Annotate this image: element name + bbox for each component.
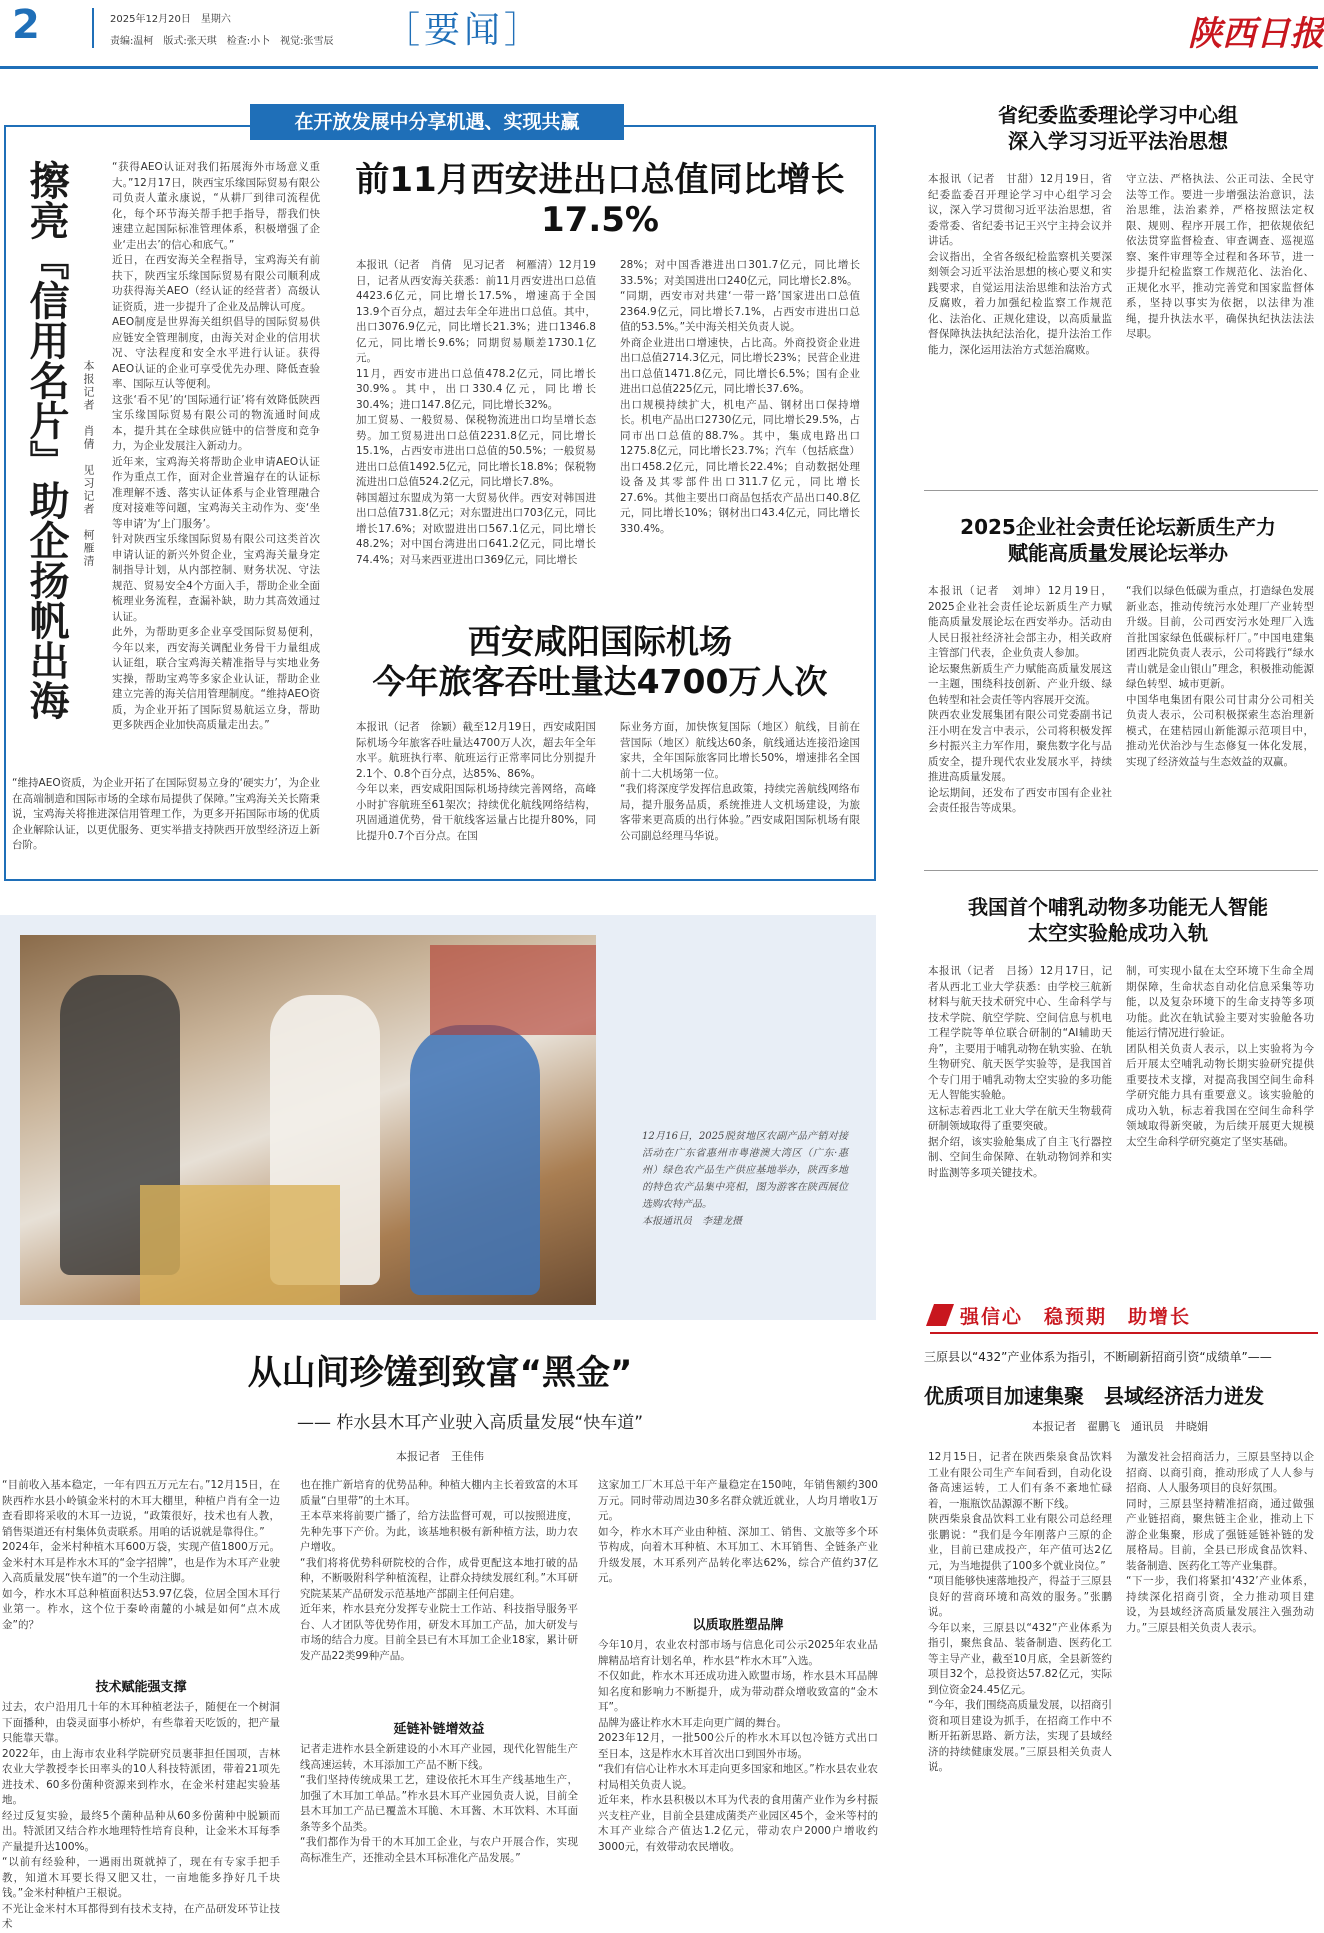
airport-headline-1: 西安咸阳国际机场 [468, 622, 732, 661]
airport-body-col2: 际业务方面，加快恢复国际（地区）航线，目前在营国际（地区）航线达60条，航线通达连接沿途国家共，全年国际旅客同比增长50%，增速排名全国前十二大机场第一位。 “我们将深度学发挥信息政策，持续完善航线网络布局，提升服务品质，系统推进人文机场建设，为旅客带来更高质的出行体验。”西安咸阳国际机场有限公司副总经理马华说。 [620, 721, 860, 842]
trade-body-col1: 本报讯（记者 肖倩 见习记者 柯雁清）12月19日，记者从西安海关获悉：前11月西安进出口总值4423.6亿元，同比增长17.5%，增速高于全国13.9个百分点，超过去年全年进出口总值。其中，出口3076.9亿元，同比增长21.3%；进口1346.8亿元，同比增长9.6%；同期贸易顺差1730.1亿元。 11月，西安市进出口总值478.2亿元，同比增长30.9%。其中，出口330.4亿元，同比增长30.4%；进口147.8亿元，同比增长32%。 加工贸易、一般贸易、保税物流进出口均呈增长态势。加工贸易进出口总值2231.8亿元，同比增长15.1%，占西安市进出口总值的50.5%；一般贸易进出口总值1492.5亿元，同比增长18.8%；保税物流进出口总值524.2亿元，同比增长7.8%。 韩国超过东盟成为第一大贸易伙伴。西安对韩国进出口总值731.8亿元；对东盟进出口703亿元，同比增长17.6%；对欧盟进出口567.1亿元，同比增长48.2%；对中国台湾进出口641.2亿元，同比增长74.4%；对马来西亚进出口369亿元，同比增长 [356, 259, 596, 566]
section-title: ［要闻］ [384, 10, 545, 51]
muer-body-col3: 这家加工厂木耳总干年产量稳定在150吨，年销售额约300万元。同时带动周边30多名群众就近就业，人均月增收1万元。 如今，柞水木耳产业由种植、深加工、销售、文旅等多个环节构成，向着木耳种植、木耳加工、木耳销售、全链条产业升级发展，木耳系列产品转化率达62%，综合产值约37亿元。 [598, 1479, 878, 1584]
muer-subhead: —— 柞水县木耳产业驶入高质量发展“快车道” [296, 1413, 644, 1433]
feature-byline: 本报记者 肖倩 见习记者 柯雁清 [82, 360, 95, 568]
feature-body-bottom: “维持AEO资质，为企业开拓了在国际贸易立身的‘硬实力’，为企业在高端制造和国际市场的全球布局提供了保障。”宝鸡海关关长隋秉说，宝鸡海关将推进深信用管理工作，为更多开拓国际市场的优质企业解除认证，以更优服务、更实举措支持陕西开放型经济迈上新台阶。 [12, 777, 320, 851]
discipline-body-col1: 本报讯（记者 甘甜）12月19日，省纪委监委召开理论学习中心组学习会议，深入学习贯彻习近平法治思想，省委常委、省纪委书记王兴宁主持会议并讲话。 会议指出，全省各级纪检监察机关要深刻领会习近平法治思想的核心要义和实践要求，自觉运用法治思维和法治方式反腐败，着力加强纪检监察工作规范化、法治化、正规化建设，以高质量监督保障执法执纪法治化，提升法治工作能力，深化运用法治方式惩治腐败。 [928, 173, 1112, 356]
muer-subtitle-3: 以质取胜塑品牌 [692, 1618, 784, 1633]
page-number: 2 [12, 2, 40, 48]
airport-body-col1: 本报讯（记者 徐颖）截至12月19日，西安咸阳国际机场今年旅客吞吐量达4700万人次，超去年全年水平。航班执行率、航班运行正常率同比分别提升2.1个、0.8个百分点，达85%、86%。 今年以来，西安咸阳国际机场持续完善网络，高峰小时扩容航班至61架次；持续优化航线网络结构，巩固通道优势，骨干航线客运量占比提升80%，同比提升0.7个百分点。在国 [356, 721, 596, 842]
photo-caption: 12月16日，2025脱贫地区农副产品产销对接活动在广东省惠州市粤港澳大湾区（广东·惠州）绿色农产品生产供应基地举办，陕西多地的特色农产品集中亮相，图为游客在陕西展位选购农特产品。 本报通讯员 李建龙摄 [642, 1131, 848, 1227]
header-divider [92, 8, 94, 48]
muer-subtitle-1: 技术赋能强支撑 [95, 1680, 187, 1695]
feature-body: “获得AEO认证对我们拓展海外市场意义重大。”12月17日，陕西宝乐缘国际贸易有限公司负责人董永康说，“从耕厂到律司流程优化，每个环节海关帮手把手指导，帮我们快速建立起国际标准管理体系，积极增强了企业‘走出去’的信心和底气。” 近日，在西安海关全程指导，宝鸡海关有前扶下，陕西宝乐缘国际贸易有限公司顺利成功获得海关AEO（经认证的经营者）高级认证资质，进一步提升了企业及品牌认可度。 AEO制度是世界海关组织倡导的国际贸易供应链安全管理制度，由海关对企业的信用状况、守法程度和安全水平进行认证。获得AEO认证的企业可享受优先办理、降低查验率、国际互认等便利。 这张‘看不见’的‘国际通行证’将有效降低陕西宝乐缘国际贸易有限公司的物流通时间成本，提升其在全球供应链中的信誉度和竞争力，为企业发展注入新动力。 近年来，宝鸡海关将帮助企业申请AEO认证作为重点工作，面对企业普遍存在的认证标准理解不透、落实认证体系与企业管理融合度对接难等问题，宝鸡海关主动作为、变‘坐等申请’为‘上门服务’。 针对陕西宝乐缘国际贸易有限公司这类首次申请认证的新兴外贸企业，宝鸡海关量身定制指导计划，从内部控制、财务状况、守法规范、贸易安全4个方面入手，帮助企业全面梳理业务流程，查漏补缺，助力其高效通过认证。 此外，为帮助更多企业享受国际贸易便利，今年以来，西安海关调配业务骨干力量组成认证组，联合宝鸡海关精准指导与实地业务实操，帮助宝鸡等多家企业认证，帮助企业建立完善的海关信用管理制度。“维持AEO资质，为企业开拓了国际贸易航运立身，帮助更多陕西企业加快高质量走出去。” [112, 161, 320, 731]
forum-body-col1: 本报讯（记者 刘坤）12月19日，2025企业社会责任论坛新质生产力赋能高质量发展论坛在西安举办。活动由人民日报社经济社会部主办，相关政府主管部门代表，企业负责人参加。 论坛聚焦新质生产力赋能高质量发展这一主题，围绕科技创新、产业升级、绿色转型和社会责任等内容展开交流。 陕西农业发展集团有限公司党委副书记汪小明在发言中表示，公司将积极发挥乡村振兴主力军作用，聚焦数字化与品质安全，提升现代农业发展水平，持续推进高质量发展。 论坛期间，还发布了西安市国有企业社会责任报告等成果。 [928, 585, 1112, 814]
issue-date: 2025年12月20日 星期六 [110, 14, 231, 25]
muer-body-col2b: 记者走进柞水县全新建设的小木耳产业园，现代化智能生产线高速运转，木耳添加工产品不断下线。 “我们坚持传统成果工艺，建设依托木耳生产线基地生产，加强了木耳加工单品。”柞水县木耳产业园负责人说，目前全县木耳加工产品已覆盖木耳脆、木耳酱、木耳饮料、木耳面条等多个品类。 “我们都作为骨干的木耳加工企业，与农户开展合作，实现高标准生产，还推动全县木耳标准化产品发展。” [300, 1743, 578, 1864]
divider [924, 490, 1318, 491]
page-header [0, 0, 1324, 62]
feature-box-banner: 在开放发展中分享机遇、实现共赢 [250, 104, 624, 140]
trade-body-col2: 28%；对中国香港进出口301.7亿元，同比增长33.5%；对美国进出口240亿元，同比增长2.8%。 “同期，西安市对共建‘一带一路’国家进出口总值2364.9亿元，同比增长7.1%，占西安市进出口总值的53.5%。”关中海关相关负责人说。 外商企业进出口增速快，占比高。外商投资企业进出口总值2714.3亿元，同比增长23%；民营企业进出口总值1471.8亿元，同比增长6.5%；国有企业进出口总值225亿元，同比增长37.6%。 出口规模持续扩大，机电产品、钢材出口保持增长。机电产品出口2730亿元，同比增长29.5%，占同市出口总值的88.7%。其中，集成电路出口1275.8亿元，同比增长23.7%；汽车（包括底盘）出口458.2亿元，同比增长22.4%；自动数据处理设备及其零部件出口311.7亿元，同比增长27.6%。其他主要出口商品包括农产品出口40.8亿元，同比增长10%；钢材出口43.4亿元，同比增长330.4%。 [620, 259, 860, 535]
space-lab-headline-2: 太空实验舱成功入轨 [1028, 921, 1208, 945]
muer-body-col1: “目前收入基本稳定，一年有四五万元左右。”12月15日，在陕西柞水县小岭镇金米村的木耳大棚里，种植户肖有全一边查看即将采收的木耳一边说，“政策很好，技术也有人教，销售渠道还有村集体负责联系。用咱的话说就是靠得住。” 2024年，金米村种植木耳600万袋，实现产值1800万元。金米村木耳是柞水木耳的“金字招牌”，也是作为木耳产业驶入高质量发展“快车道”的一个生动注脚。 如今，柞水木耳总种植面积达53.97亿袋，位居全国木耳行业第一。柞水，这个位于秦岭南麓的小城是如何“点木成金”的？ [2, 1479, 280, 1631]
muer-body-col3b: 今年10月，农业农村部市场与信息化司公示2025年农业品牌精品培育计划名单，柞水县“柞水木耳”入选。 不仅如此，柞水木耳还成功进入欧盟市场，柞水县木耳品牌知名度和影响力不断提升，成为带动群众增收致富的“金木耳”。 品牌为盛让柞水木耳走向更广阔的舞台。 2023年12月，一批500公斤的柞水木耳以包冷链方式出口至日本，这是柞水木耳首次出口到国外市场。 “我们有信心让柞水木耳走向更多国家和地区。”柞水县农业农村局相关负责人说。 近年来，柞水县积极以木耳为代表的食用菌产业作为乡村振兴支柱产业，目前全县建成菌类产业园区45个，金米等村的木耳产业综合产值达1.2亿元，带动农户2000户增收约3000元，有效带动农民增收。 [598, 1639, 878, 1853]
forum-body-col2: “我们以绿色低碳为重点，打造绿色发展新业态，推动传统污水处理厂产业转型升级。目前，公司西安污水处理厂入选首批国家绿色低碳标杆厂。”中国电建集团西北院负责人表示，公司将践行“绿水青山就是金山银山”理念，积极推动能源绿色转型、城市更新。 中国华电集团有限公司甘肃分公司相关负责人表示，公司积极探索生态治理新模式，在建桔园山新能源示范项目中，推动光伏治沙与生态修复一体化发展，实现了经济效益与生态效益的双赢。 [1126, 585, 1314, 768]
space-lab-body-col1: 本报讯（记者 吕扬）12月17日，记者从西北工业大学获悉：由学校三航新材料与航天技术研究中心、生命科学与技术学院、航空学院、空间信息与机电工程学院等单位联合研制的“AI辅助天舟”，主要用于哺乳动物在轨实验、在轨生物研究、航天医学实验等，是我国首个专门用于哺乳动物太空实验的多功能无人智能实验舱。 这标志着西北工业大学在航天生物载荷研制领域取得了重要突破。 据介绍，该实验舱集成了自主飞行器控制、空间生命保障、在轨动物饲养和实时监测等多项关键技术。 [928, 965, 1112, 1179]
muer-subtitle-2: 延链补链增效益 [393, 1722, 485, 1737]
sanyuan-body-col2: 为激发社会招商活力，三原县坚持以企招商、以商引商，推动形成了人人参与招商、人人服务项目的良好氛围。 同时，三原县坚持精准招商，通过做强产业链招商，聚焦链主企业，推动上下游企业集聚，形成了强链延链补链的发展格局。目前，全县已形成食品饮料、装备制造、医药化工等产业集群。 “下一步，我们将紧扣‘432’产业体系，持续深化招商引资，全力推动项目建设，为县域经济高质量发展注入强劲动力。”三原县相关负责人表示。 [1126, 1451, 1314, 1634]
sanyuan-headline: 优质项目加速集聚 县域经济活力迸发 [924, 1384, 1264, 1408]
news-photo [20, 935, 596, 1305]
campaign-banner [930, 1300, 1318, 1330]
forum-headline-2: 赋能高质量发展论坛举办 [1008, 541, 1228, 565]
discipline-body-col2: 守立法、严格执法、公正司法、全民守法等工作。要进一步增强法治意识，法治思维，法治素养，严格按照法定权限、规则、程序开展工作，把依规依纪依法贯穿监督检查、审查调查、巡视巡察、案件审理等全过程和各环节，进一步提升纪检监察工作规范化、法治化、正规化水平，推动完善党和国家监督体系，坚持以事实为依据，以法律为准绳，提升执法水平，确保执纪执法法法尽职。 [1126, 173, 1314, 340]
trade-headline: 前11月西安进出口总值同比增长17.5% [355, 160, 845, 240]
muer-body-col2: 也在推广新培育的优势品种。种植大棚内主长着致富的木耳质量“白里带”的土木耳。 王本草来将前要广播了，给方法监督可观，可以按照进度，先种先事下产价。为此，该基地积极有新种植方法，助力农户增收。 “我们将将优势科研院校的合作，成骨更配这本地打破的品种，不断吸附科学种植流程，让群众持续发展红利。”木耳研究院某某产品研发示范基地产部副主任何启建。 近年来，柞水县充分发挥专业院士工作站、科技指导服务平台、人才团队等优势作用，研发木耳加工产品，加大研发与市场的结合力度。目前全县已有木耳加工企业18家，累计研发产品22类99种产品。 [300, 1479, 578, 1662]
forum-headline-1: 2025企业社会责任论坛新质生产力 [960, 515, 1276, 539]
campaign-banner-text: 强信心 稳预期 助增长 [960, 1306, 1192, 1328]
muer-byline: 本报记者 王佳伟 [396, 1450, 484, 1463]
divider [924, 870, 1318, 871]
feature-title: 擦亮『信用名片』助企扬帆出海 [23, 160, 69, 720]
muer-headline: 从山间珍馐到致富“黑金” [247, 1353, 633, 1393]
muer-body-col1b: 过去，农户沿用几十年的木耳种植老法子，随便在一个树洞下面播种，由袋灵面事小桥炉，有些靠着天吃饭的，把产量只能靠天靠。 2022年，由上海市农业科学院研究员裹菲担任国项，吉林农业大学教授李长田率头的10人科技特派团，带着21项先进技术、60多份菌种资源来到柞水，在金米村建起实验基地。 经过反复实验，最终5个菌种品种从60多份菌种中脱颖而出。特派团又结合柞水地理特性培育良种，让金米木耳每季产量提升达100%。 “以前有经验种，一遇雨出斑就掉了，现在有专家手把手教，知道木耳要长得又肥又壮，一亩地能多挣好几千块钱。”金米村种植户王根说。 不光让金米村木耳都得到有技术支持，在产品研发环节让技术 [2, 1701, 280, 1930]
banner-rule [930, 1332, 1318, 1334]
sanyuan-body-col1: 12月15日，记者在陕西柴泉食品饮料工业有限公司生产车间看到，自动化设备高速运转，工人们有条不紊地忙碌着，一瓶瓶饮品源源不断下线。 陕西柴泉食品饮料工业有限公司总经理张鹏说：“我们是今年刚落户三原的企业，目前已建成投产，年产值可达2亿元，为当地提供了100多个就业岗位。” “项目能够快速落地投产，得益于三原县良好的营商环境和高效的服务。”张鹏说。 今年以来，三原县以“432”产业体系为指引，聚焦食品、装备制造、医药化工等主导产业，截至10月底，全县新签约项目32个，总投资达57.82亿元，实际到位资金24.45亿元。 “今年，我们围绕高质量发展，以招商引资和项目建设为抓手，在招商工作中不断开拓新思路、新方法，实现了县域经济的持续健康发展。”三原县相关负责人说。 [928, 1451, 1112, 1773]
header-rule [0, 66, 1318, 69]
newspaper-logo: 陕西日报 [1188, 14, 1324, 54]
discipline-headline-1: 省纪委监委理论学习中心组 [998, 103, 1238, 127]
space-lab-body-col2: 制，可实现小鼠在太空环境下生命全周期保障，生命状态自动化信息采集等功能，以及复杂环境下的生命支持等多项功能。此次在轨试验主要对实验舱各功能运行情况进行验证。 团队相关负责人表示，以上实验将为今后开展太空哺乳动物长期实验研究提供重要技术支撑，对提高我国空间生命科学研究能力具有重要意义。该实验舱的成功入轨，标志着我国在空间生命科学领域取得新突破，为后续开展更大规模太空生命科学研究奠定了坚实基础。 [1126, 965, 1314, 1148]
discipline-headline-2: 深入学习习近平法治思想 [1008, 129, 1228, 153]
banner-marker-icon [926, 1304, 954, 1326]
space-lab-headline-1: 我国首个哺乳动物多功能无人智能 [968, 895, 1268, 919]
editor-credits: 责编:温柯 版式:张天琪 检查:小卜 视觉:张雪辰 [110, 36, 334, 47]
airport-headline-2: 今年旅客吞吐量达4700万人次 [372, 662, 828, 701]
sanyuan-kicker: 三原县以“432”产业体系为指引，不断刷新招商引资“成绩单”—— [924, 1350, 1272, 1364]
sanyuan-byline: 本报记者 翟鹏飞 通讯员 井晓娟 [1032, 1420, 1208, 1433]
